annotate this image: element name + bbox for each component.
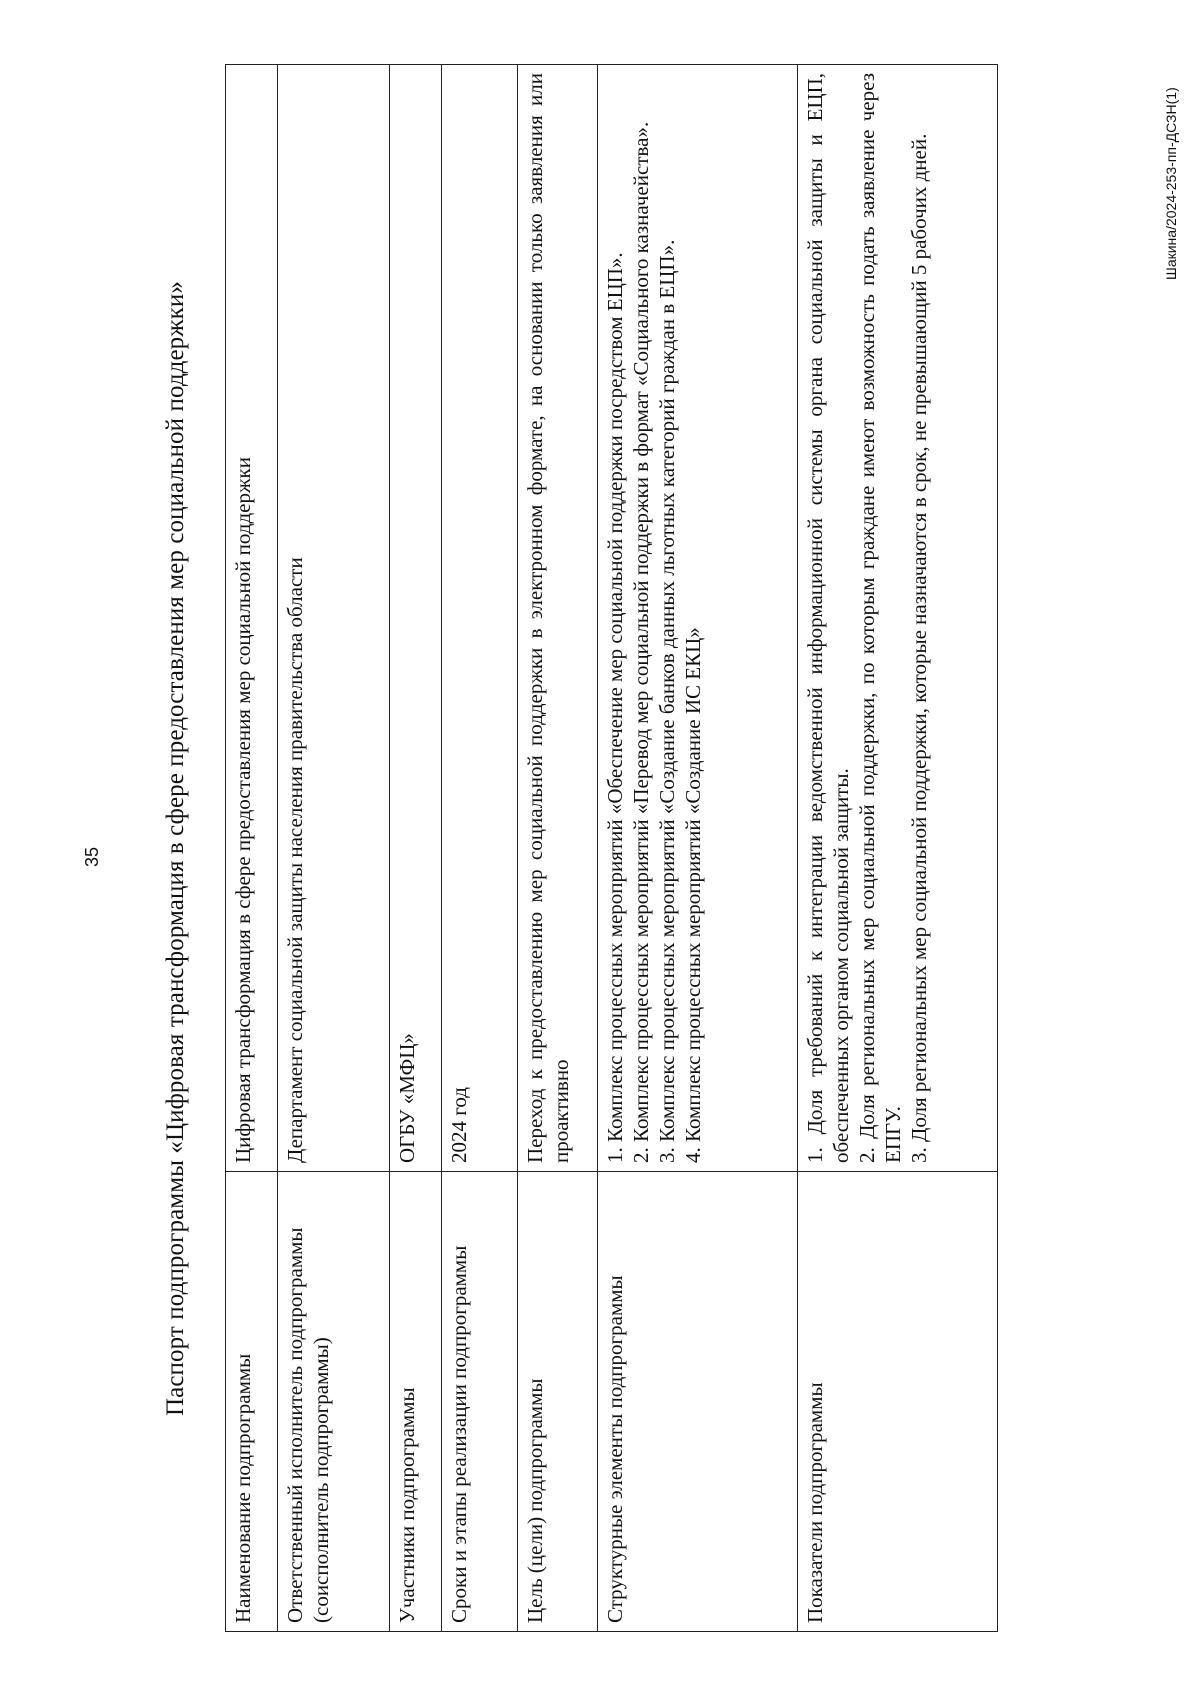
row-line: ОГБУ «МФЦ» bbox=[395, 1033, 419, 1163]
row-label: Структурные элементы подпрограммы bbox=[598, 1172, 798, 1632]
row-line: 1. Доля требований к интеграции ведомственной информационной системы органа социальной защиты и ЕЦП, обеспеченных органом социальной защиты. bbox=[803, 73, 853, 1163]
row-line: Переход к предоставлению мер социальной поддержки в электронном формате, на основании только заявления или проактивно bbox=[523, 73, 573, 1163]
row-content bbox=[390, 65, 442, 1172]
row-label: Цель (цели) подпрограммы bbox=[518, 1172, 598, 1632]
row-line: 3. Доля региональных мер социальной поддержки, которые назначаются в срок, не превышающий 5 рабочих дней. bbox=[907, 133, 931, 1163]
document-title: Паспорт подпрограммы «Цифровая трансформация в сфере предоставления мер социальной поддержки» bbox=[162, 281, 189, 1416]
table-row bbox=[518, 65, 598, 1632]
row-label: Сроки и этапы реализации подпрограммы bbox=[442, 1172, 518, 1632]
page-number: 35 bbox=[82, 846, 102, 867]
row-line: 2. Доля региональных мер социальной поддержки, по которым граждане имеют возможность подать заявление через ЕПГУ. bbox=[855, 73, 905, 1163]
row-line: 3. Комплекс процессных мероприятий «Создание банков данных льготных категорий граждан в ЕЦП». bbox=[655, 239, 679, 1163]
row-content bbox=[518, 65, 598, 1172]
row-label: Наименование подпрограммы bbox=[226, 1172, 278, 1632]
table-row bbox=[390, 65, 442, 1632]
row-line: 2. Комплекс процессных мероприятий «Перевод мер социальной поддержки в формат «Социального казначейства». bbox=[629, 121, 653, 1163]
passport-table bbox=[225, 64, 998, 1632]
document-code bbox=[1163, 87, 1179, 280]
row-line: 2024 год bbox=[447, 1087, 471, 1163]
document-code-text: Шакина/2024-253-пп-ДСЗН(1) bbox=[1163, 87, 1179, 280]
table-row bbox=[226, 65, 278, 1632]
row-content bbox=[598, 65, 798, 1172]
row-label: Показатели подпрограммы bbox=[798, 1172, 998, 1632]
row-line: Цифровая трансформация в сфере предоставления мер социальной поддержки bbox=[231, 457, 255, 1163]
row-content bbox=[226, 65, 278, 1172]
row-content bbox=[798, 65, 998, 1172]
table-row bbox=[278, 65, 390, 1632]
row-label: Участники подпрограммы bbox=[390, 1172, 442, 1632]
row-label: Ответственный исполнитель подпрограммы (соисполнитель подпрограммы) bbox=[278, 1172, 390, 1632]
row-line: Департамент социальной защиты населения правительства области bbox=[283, 557, 307, 1163]
table-row bbox=[598, 65, 798, 1632]
row-line: 4. Комплекс процессных мероприятий «Создание ИС ЕКЦ» bbox=[681, 627, 705, 1163]
table-row bbox=[442, 65, 518, 1632]
row-line: 1. Комплекс процессных мероприятий «Обеспечение мер социальной поддержки посредством ЕЦП». bbox=[603, 252, 627, 1163]
row-content bbox=[442, 65, 518, 1172]
row-content bbox=[278, 65, 390, 1172]
table-row bbox=[798, 65, 998, 1632]
